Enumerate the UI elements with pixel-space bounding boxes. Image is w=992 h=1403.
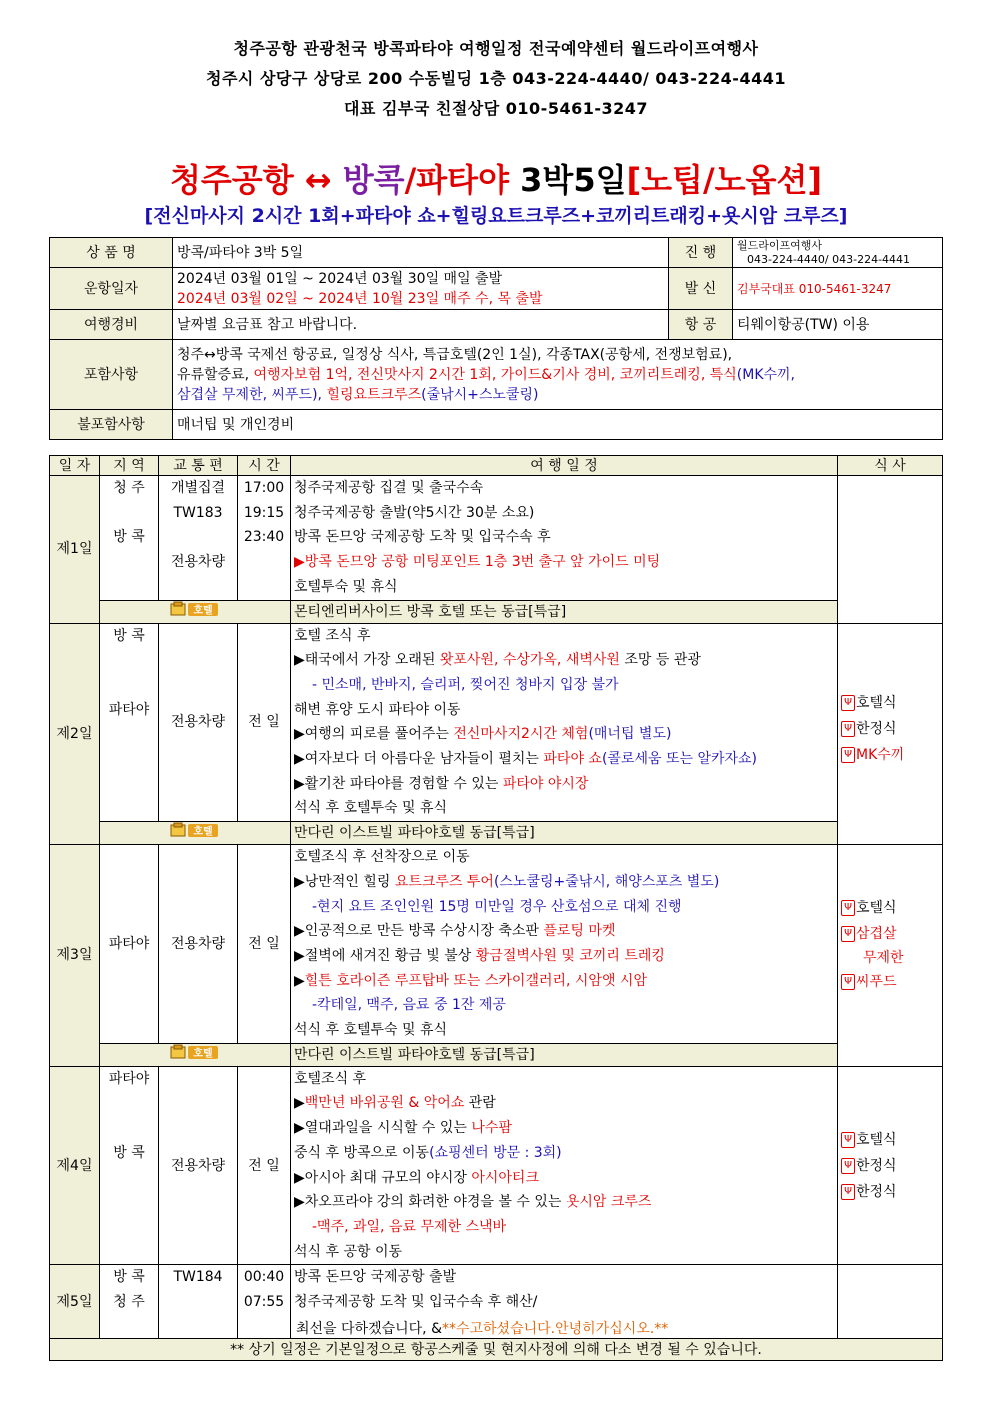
day5-time-1: 00:40	[243, 1269, 285, 1286]
day2-line-1: 호텔 조식 후	[294, 627, 371, 644]
title-part-1: 청주공항 ↔	[169, 161, 343, 199]
proceed-phone: 043-224-4440/ 043-224-4441	[747, 252, 911, 266]
included-line-2	[177, 365, 938, 385]
day1-line-5: 호텔투숙 및 휴식	[294, 578, 398, 595]
day2-meal-1-text: 호텔식	[856, 694, 897, 711]
day4-region	[100, 1066, 159, 1265]
day4-line-8: 석식 후 공항 이동	[294, 1243, 403, 1260]
day2-line-2c: 조망 등 관광	[619, 652, 701, 669]
day2-line-3: - 민소매, 반바지, 슬리퍼, 찢어진 청바지 입장 불가	[312, 676, 619, 693]
day3-meal-1-text: 호텔식	[856, 900, 897, 917]
day1-line-4: ▶방콕 돈므앙 공항 미팅포인트 1층 3번 출구 앞 가이드 미팅	[294, 554, 661, 571]
day2-line-6	[294, 747, 834, 772]
day2-time: 전 일	[238, 623, 291, 822]
day3-hotel-badge-cell	[100, 1043, 291, 1066]
day2-meal-2	[841, 716, 939, 742]
included-line-3	[177, 385, 938, 405]
day1-trans-3: 전용차량	[170, 554, 226, 571]
day3-line-5a: ▶절벽에 새겨진 황금 빛 불상	[294, 947, 476, 964]
day1-line-1: 청주국제공항 집결 및 출국수속	[294, 480, 484, 496]
day5-region-1: 방 콕	[113, 1269, 145, 1286]
day4-line-4a: 중식 후 방콕으로 이동	[294, 1144, 430, 1161]
day2-region-2: 파타야	[108, 701, 150, 718]
day2-line-6c: (콜로세움 또는 알카자쇼)	[601, 751, 758, 768]
day4-line-2c: 관람	[464, 1095, 496, 1112]
day3-line-4a: ▶인공적으로 만든 방콕 수상시장 축소판	[294, 923, 544, 940]
col-itinerary: 여 행 일 정	[291, 456, 838, 476]
day4-line-6a: ▶차오프라야 강의 화려한 야경을 볼 수 있는	[294, 1194, 566, 1211]
cost-label: 여행경비	[50, 310, 173, 340]
day3-label: 제3일	[50, 845, 100, 1067]
day4-line-2b: 백만년 바위공원 & 악어쇼	[304, 1095, 465, 1112]
included-label: 포함사항	[50, 340, 173, 410]
day4-meal-1	[841, 1127, 939, 1153]
header-line-3: 대표 김부국 친절상담 010-5461-3247	[343, 99, 649, 118]
day5-trans: TW184	[173, 1269, 223, 1286]
col-meal: 식 사	[838, 456, 943, 476]
excluded-value: 매너팁 및 개인경비	[173, 410, 943, 440]
day1-label: 제1일	[50, 476, 100, 624]
day1-line-2: 청주국제공항 출발(약5시간 30분 소요)	[294, 504, 535, 521]
day2-line-7b: 파타야 야시장	[502, 775, 589, 792]
day4-line-5a: ▶아시아 최대 규모의 야시장	[294, 1169, 472, 1186]
schedule-table	[49, 455, 943, 1361]
day1-itinerary	[291, 476, 838, 601]
excluded-label: 불포함사항	[50, 410, 173, 440]
day2-line-6a: ▶여자보다 더 아름다운 남자들이 펼치는	[294, 751, 544, 768]
day2-line-2	[294, 648, 834, 673]
airline-value: 티웨이항공(TW) 이용	[733, 310, 943, 340]
day1-time	[238, 476, 291, 601]
day3-itinerary	[291, 845, 838, 1044]
day5-line-3b: **수고하셨습니다.안녕히가십시오.**	[441, 1321, 669, 1337]
day4-line-7: -맥주, 과일, 음료 무제한 스낵바	[312, 1218, 507, 1235]
header-line-2: 청주시 상당구 상당로 200 수동빌딩 1층 043-224-4440/ 043-224-4441	[206, 69, 786, 88]
day1-time-3: 23:40	[243, 529, 285, 546]
day2-line-7a: ▶활기찬 파타야를 경험할 수 있는	[294, 775, 503, 792]
day3-line-2	[294, 870, 834, 895]
day3-meal	[838, 845, 943, 1067]
dates-line-1: 2024년 03월 01일 ~ 2024년 03월 30일 매일 출발	[177, 270, 503, 287]
day2-region	[100, 623, 159, 822]
info-table	[49, 237, 943, 440]
col-time: 시 간	[238, 456, 291, 476]
proceed-company: 월드라이프여행사	[737, 238, 823, 252]
day5-transport	[159, 1265, 238, 1339]
day3-line-4b: 플로팅 마켓	[543, 923, 616, 940]
day2-line-7	[294, 772, 834, 797]
cost-value: 날짜별 요금표 참고 바랍니다.	[173, 310, 669, 340]
day2-line-5c: (매너팁 별도)	[588, 726, 672, 743]
included-value	[173, 340, 943, 410]
day4-meal-2-text: 한정식	[856, 1157, 897, 1174]
fork-knife-icon: Ψ	[841, 747, 855, 763]
title-part-5: [노팁/노옵션]	[626, 161, 822, 199]
day3-meal-3	[841, 969, 939, 995]
day1-meal	[838, 476, 943, 624]
hotel-badge-text: 호텔	[193, 605, 213, 617]
day5-meal	[838, 1265, 943, 1339]
day1-region	[100, 476, 159, 601]
hotel-badge-text: 호텔	[193, 1048, 213, 1060]
fork-knife-icon: Ψ	[841, 974, 855, 990]
day3-meal-2	[841, 921, 939, 947]
day4-line-6b: 욧시암 크루즈	[565, 1194, 652, 1211]
included-line-1: 청주↔방콕 국제선 항공료, 일정상 식사, 특급호텔(2인 1실), 각종TAX(공항세, 전쟁보험료),	[177, 346, 733, 363]
day5-region-2: 청 주	[113, 1294, 145, 1311]
day3-line-6	[294, 969, 834, 994]
day2-line-8: 석식 후 호텔투숙 및 휴식	[294, 800, 448, 817]
footer-note: ** 상기 일정은 기본일정으로 항공스케줄 및 현지사정에 의해 다소 변경 될 수 있습니다.	[50, 1339, 943, 1361]
dates-line-2: 2024년 03월 02일 ~ 2024년 10월 23일 매주 수, 목 출발	[177, 290, 543, 307]
day2-hotel-badge-cell	[100, 822, 291, 845]
day4-line-1: 호텔조식 후	[294, 1070, 367, 1087]
day2-hotel: 만다린 이스트빌 파타야호텔 동급[특급]	[291, 822, 838, 845]
page-title	[0, 155, 992, 201]
col-transport: 교 통 편	[159, 456, 238, 476]
day3-time: 전 일	[238, 845, 291, 1044]
day4-line-6	[294, 1190, 834, 1215]
day2-meal-3-text: MK수끼	[856, 746, 905, 763]
day5-label: 제5일	[50, 1265, 100, 1339]
day3-line-2c: (스노쿨링+줄낚시, 해양스포츠 별도)	[493, 873, 720, 890]
day4-line-4b: (쇼핑센터 방문 : 3회)	[429, 1144, 562, 1161]
day3-line-6-text: 힐튼 호라이즌 루프탑바 또는 스카이갤러리, 시암앳 시암	[304, 972, 647, 989]
day3-line-1: 호텔조식 후 선착장으로 이동	[294, 849, 470, 866]
day2-itinerary	[291, 623, 838, 822]
day3-line-8: 석식 후 호텔투숙 및 휴식	[294, 1022, 448, 1039]
day4-line-2	[294, 1091, 834, 1116]
day4-line-2a: ▶	[294, 1095, 305, 1112]
day4-line-5	[294, 1166, 834, 1191]
day1-trans-2: TW183	[173, 504, 223, 521]
day4-transport: 전용차량	[159, 1066, 238, 1265]
day1-transport	[159, 476, 238, 601]
issue-value: 김부국대표 010-5461-3247	[733, 268, 943, 310]
day5-line-1: 방콕 돈므앙 국제공항 출발	[294, 1269, 457, 1286]
hotel-badge-icon	[170, 822, 220, 844]
day3-meal-2b: 무제한	[863, 950, 904, 967]
day5-region	[100, 1265, 159, 1339]
day4-line-4	[294, 1141, 834, 1166]
day2-meal-1	[841, 690, 939, 716]
day2-line-4: 해변 휴양 도시 파타야 이동	[294, 701, 461, 718]
day2-line-5b: 전신마사지2시간 체험	[453, 726, 589, 743]
day4-line-5b: 아시아티크	[471, 1169, 539, 1186]
day3-line-3: -현지 요트 조인인원 15명 미만일 경우 산호섬으로 대체 진행	[312, 898, 682, 915]
included-text-6: 힐링요트크루즈	[326, 386, 422, 403]
fork-knife-icon: Ψ	[841, 900, 855, 916]
day4-label: 제4일	[50, 1066, 100, 1265]
included-text-2: 유류할증료,	[177, 366, 254, 383]
day2-line-2b: 왓포사원, 수상가옥, 새벽사원	[439, 652, 620, 669]
day1-hotel-badge-cell	[100, 600, 291, 623]
day2-transport: 전용차량	[159, 623, 238, 822]
day1-region-1: 청 주	[113, 480, 145, 496]
day2-line-2a: ▶태국에서 가장 오래된	[294, 652, 440, 669]
day1-region-2: 방 콕	[113, 529, 145, 546]
hotel-badge-icon	[170, 601, 220, 623]
fork-knife-icon: Ψ	[841, 695, 855, 711]
day3-line-2a: ▶낭만적인 힐링	[294, 873, 395, 890]
day3-transport: 전용차량	[159, 845, 238, 1044]
day2-label: 제2일	[50, 623, 100, 845]
day3-meal-1	[841, 895, 939, 921]
day4-line-3a: ▶열대과일을 시식할 수 있는	[294, 1120, 472, 1137]
included-text-4: (MK수끼,	[736, 366, 796, 383]
day5-line-3a: 최선을 다하겠습니다, &	[296, 1321, 442, 1337]
col-region: 지 역	[100, 456, 159, 476]
day4-itinerary	[291, 1066, 838, 1265]
day3-hotel: 만다린 이스트빌 파타야호텔 동급[특급]	[291, 1043, 838, 1066]
title-part-3: /파타야	[404, 161, 509, 199]
day3-region: 파타야	[100, 845, 159, 1044]
day1-time-2: 19:15	[243, 504, 285, 521]
day2-line-5a: ▶여행의 피로를 풀어주는	[294, 726, 454, 743]
day3-meal-2-text: 삼겹살	[856, 926, 897, 943]
day1-hotel: 몬티엔리버사이드 방콕 호텔 또는 동급[특급]	[291, 600, 838, 623]
fork-knife-icon: Ψ	[841, 1158, 855, 1174]
fork-knife-icon: Ψ	[841, 721, 855, 737]
day4-meal-3	[841, 1179, 939, 1205]
hotel-badge-icon	[170, 1044, 220, 1066]
fork-knife-icon: Ψ	[841, 1184, 855, 1200]
day2-meal-2-text: 한정식	[856, 720, 897, 737]
day1-time-1: 17:00	[243, 480, 285, 496]
day4-region-1: 파타야	[108, 1070, 150, 1087]
day2-meal	[838, 623, 943, 845]
day2-line-6b: 파타야 쇼	[543, 751, 602, 768]
day3-line-5	[294, 944, 834, 969]
day1-trans-1: 개별집결	[170, 480, 226, 496]
title-part-2: 방콕	[342, 161, 405, 199]
day4-meal-2	[841, 1153, 939, 1179]
hotel-badge-text: 호텔	[193, 826, 213, 838]
day5-time-2: 07:55	[243, 1294, 285, 1311]
product-label: 상 품 명	[50, 238, 173, 268]
title-part-4: 3박5일	[509, 161, 627, 199]
proceed-label: 진 행	[669, 238, 733, 268]
day3-line-4	[294, 919, 834, 944]
included-text-3: 여행자보험 1억, 전신맛사지 2시간 1회, 가이드&기사 경비, 코끼리트레킹, 특식	[253, 366, 737, 383]
proceed-value	[733, 238, 943, 268]
product-value: 방콕/파타야 3박 5일	[173, 238, 669, 268]
day3-line-5b: 황금절벽사원 및 코끼리 트레킹	[475, 947, 665, 964]
day5-line-3	[296, 1319, 668, 1339]
day4-region-2: 방 콕	[113, 1144, 145, 1161]
day1-line-3: 방콕 돈므앙 국제공항 도착 및 입국수속 후	[294, 529, 551, 546]
day4-meal-1-text: 호텔식	[856, 1131, 897, 1148]
day4-time: 전 일	[238, 1066, 291, 1265]
col-day: 일 자	[50, 456, 100, 476]
day2-line-5	[294, 722, 834, 747]
day2-region-1: 방 콕	[113, 627, 145, 644]
day2-meal-3	[841, 742, 939, 768]
dates-label: 운항일자	[50, 268, 173, 310]
issue-label: 발 신	[669, 268, 733, 310]
airline-label: 항 공	[669, 310, 733, 340]
day5-time	[238, 1265, 291, 1339]
included-text-7: (줄낚시+스노쿨링)	[421, 386, 539, 403]
day3-line-2b: 요트크루즈 투어	[394, 873, 494, 890]
header-line-1: 청주공항 관광천국 방콕파타야 여행일정 전국예약센터 월드라이프여행사	[233, 39, 759, 58]
included-text-5: 삼겹살 무제한, 씨푸드),	[177, 386, 327, 403]
page-subtitle: [전신마사지 2시간 1회+파타야 쇼+힐링요트크루즈+코끼리트래킹+욧시암 크루즈]	[144, 205, 848, 227]
day4-line-3b: 나수팜	[471, 1120, 512, 1137]
day4-line-3	[294, 1116, 834, 1141]
day3-meal-3-text: 씨푸드	[856, 974, 897, 991]
day5-line-2: 청주국제공항 도착 및 입국수속 후 해산/	[294, 1294, 538, 1311]
fork-knife-icon: Ψ	[841, 926, 855, 942]
dates-value	[173, 268, 669, 310]
day4-meal	[838, 1066, 943, 1265]
day4-meal-3-text: 한정식	[856, 1183, 897, 1200]
day3-line-6-arrow: ▶	[294, 972, 305, 989]
day3-line-7: -칵테일, 맥주, 음료 중 1잔 제공	[312, 997, 506, 1014]
fork-knife-icon: Ψ	[841, 1132, 855, 1148]
